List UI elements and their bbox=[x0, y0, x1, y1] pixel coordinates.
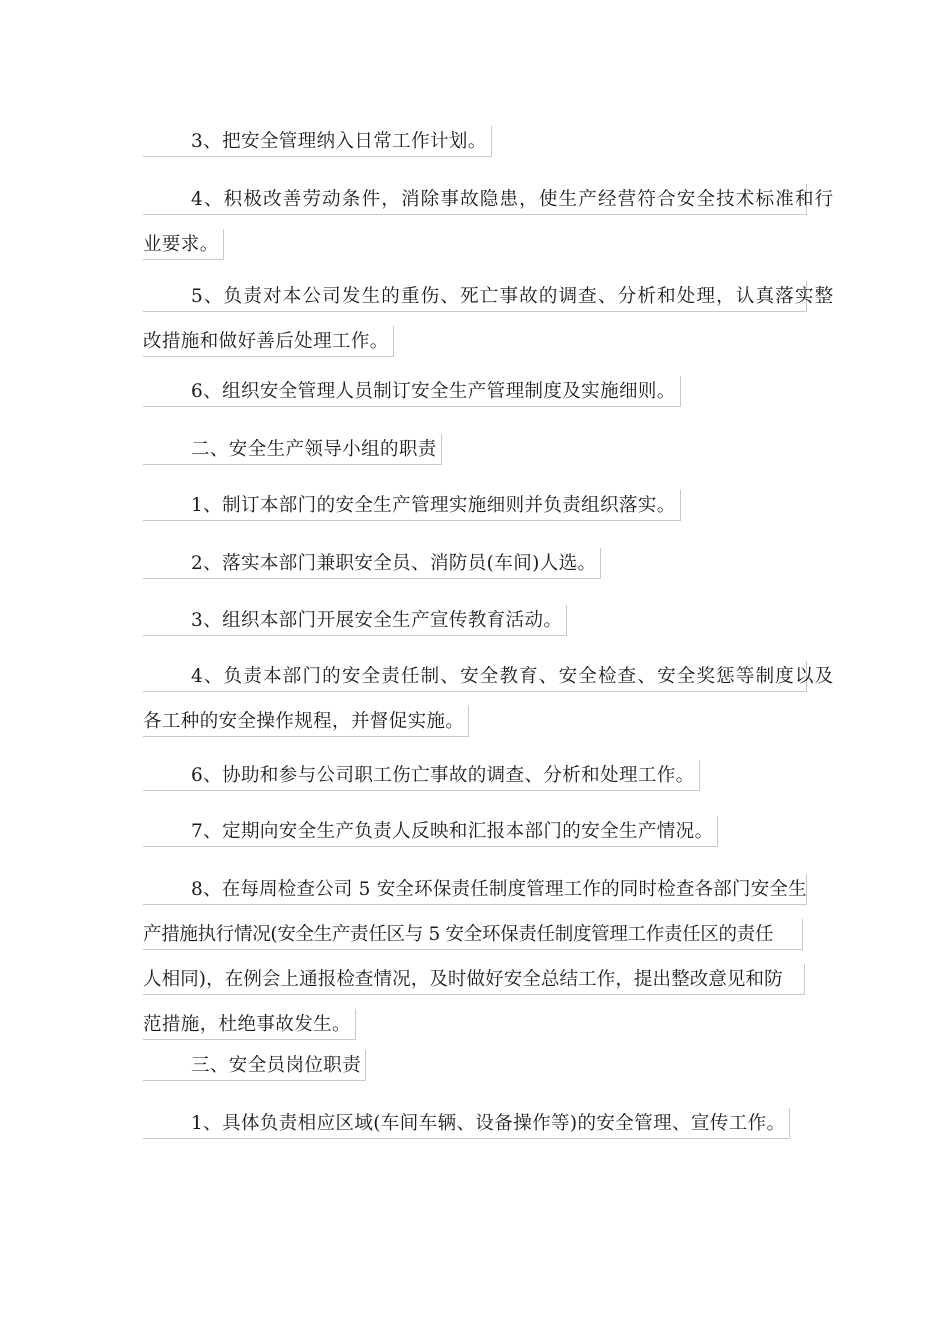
text-line bbox=[143, 964, 807, 997]
text-line bbox=[143, 661, 835, 694]
paragraph-item-2-staffing bbox=[143, 548, 807, 581]
paragraph-item-3-plan bbox=[143, 126, 807, 159]
paragraph-item-7-reporting bbox=[143, 816, 807, 849]
text-line bbox=[143, 605, 807, 638]
paragraph-item-5-accidents bbox=[143, 281, 835, 359]
line-text: 8、在每周检查公司 5 安全环保责任制度管理工作的同时检查各部门安全生 bbox=[143, 874, 807, 905]
paragraph-item-6-rules bbox=[143, 376, 807, 409]
paragraph-item-1-details bbox=[143, 490, 807, 523]
text-line bbox=[143, 760, 807, 793]
text-line bbox=[143, 919, 807, 952]
text-line bbox=[143, 281, 835, 314]
line-text: 7、定期向安全生产负责人反映和汇报本部门的安全生产情况。 bbox=[143, 816, 718, 847]
section-heading-3 bbox=[143, 1050, 807, 1083]
line-text: 改措施和做好善后处理工作。 bbox=[143, 326, 394, 357]
paragraph-item-4-responsibility bbox=[143, 661, 835, 739]
text-line bbox=[143, 326, 807, 359]
text-line bbox=[143, 126, 807, 159]
line-text: 二、安全生产领导小组的职责 bbox=[143, 434, 442, 465]
line-text: 业要求。 bbox=[143, 229, 224, 260]
line-text: 6、协助和参与公司职工伤亡事故的调查、分析和处理工作。 bbox=[143, 760, 700, 791]
text-line bbox=[143, 434, 807, 467]
paragraph-item-6-investigation bbox=[143, 760, 807, 793]
line-text: 1、具体负责相应区域(车间车辆、设备操作等)的安全管理、宣传工作。 bbox=[143, 1108, 790, 1139]
line-text: 4、负责本部门的安全责任制、安全教育、安全检查、安全奖惩等制度以及 bbox=[143, 661, 807, 692]
text-line bbox=[143, 816, 807, 849]
section-heading-2 bbox=[143, 434, 807, 467]
text-line bbox=[143, 376, 807, 409]
line-text: 5、负责对本公司发生的重伤、死亡事故的调查、分析和处理，认真落实整 bbox=[143, 281, 807, 312]
paragraph-item-3-education bbox=[143, 605, 807, 638]
text-line bbox=[143, 184, 835, 217]
line-text: 产措施执行情况(安全生产责任区与 5 安全环保责任制度管理工作责任区的责任 bbox=[143, 919, 803, 950]
text-line bbox=[143, 1009, 807, 1042]
text-line bbox=[143, 1108, 807, 1141]
line-text: 4、积极改善劳动条件，消除事故隐患，使生产经营符合安全技术标准和行 bbox=[143, 184, 807, 215]
paragraph-item-8-weekly-check bbox=[143, 874, 807, 1042]
paragraph-item-1-area-safety bbox=[143, 1108, 807, 1141]
line-text: 6、组织安全管理人员制订安全生产管理制度及实施细则。 bbox=[143, 376, 681, 407]
text-line bbox=[143, 706, 807, 739]
text-line bbox=[143, 1050, 807, 1083]
line-text: 人相同)，在例会上通报检查情况，及时做好安全总结工作，提出整改意见和防 bbox=[143, 964, 805, 995]
line-text: 2、落实本部门兼职安全员、消防员(车间)人选。 bbox=[143, 548, 601, 579]
text-line bbox=[143, 490, 807, 523]
line-text: 各工种的安全操作规程，并督促实施。 bbox=[143, 706, 469, 737]
text-line bbox=[143, 874, 807, 907]
line-text: 三、安全员岗位职责 bbox=[143, 1050, 366, 1081]
text-line bbox=[143, 229, 807, 262]
line-text: 1、制订本部门的安全生产管理实施细则并负责组织落实。 bbox=[143, 490, 681, 521]
paragraph-item-4-conditions bbox=[143, 184, 835, 262]
line-text: 3、把安全管理纳入日常工作计划。 bbox=[143, 126, 492, 157]
text-line bbox=[143, 548, 807, 581]
line-text: 范措施，杜绝事故发生。 bbox=[143, 1009, 356, 1040]
line-text: 3、组织本部门开展安全生产宣传教育活动。 bbox=[143, 605, 567, 636]
